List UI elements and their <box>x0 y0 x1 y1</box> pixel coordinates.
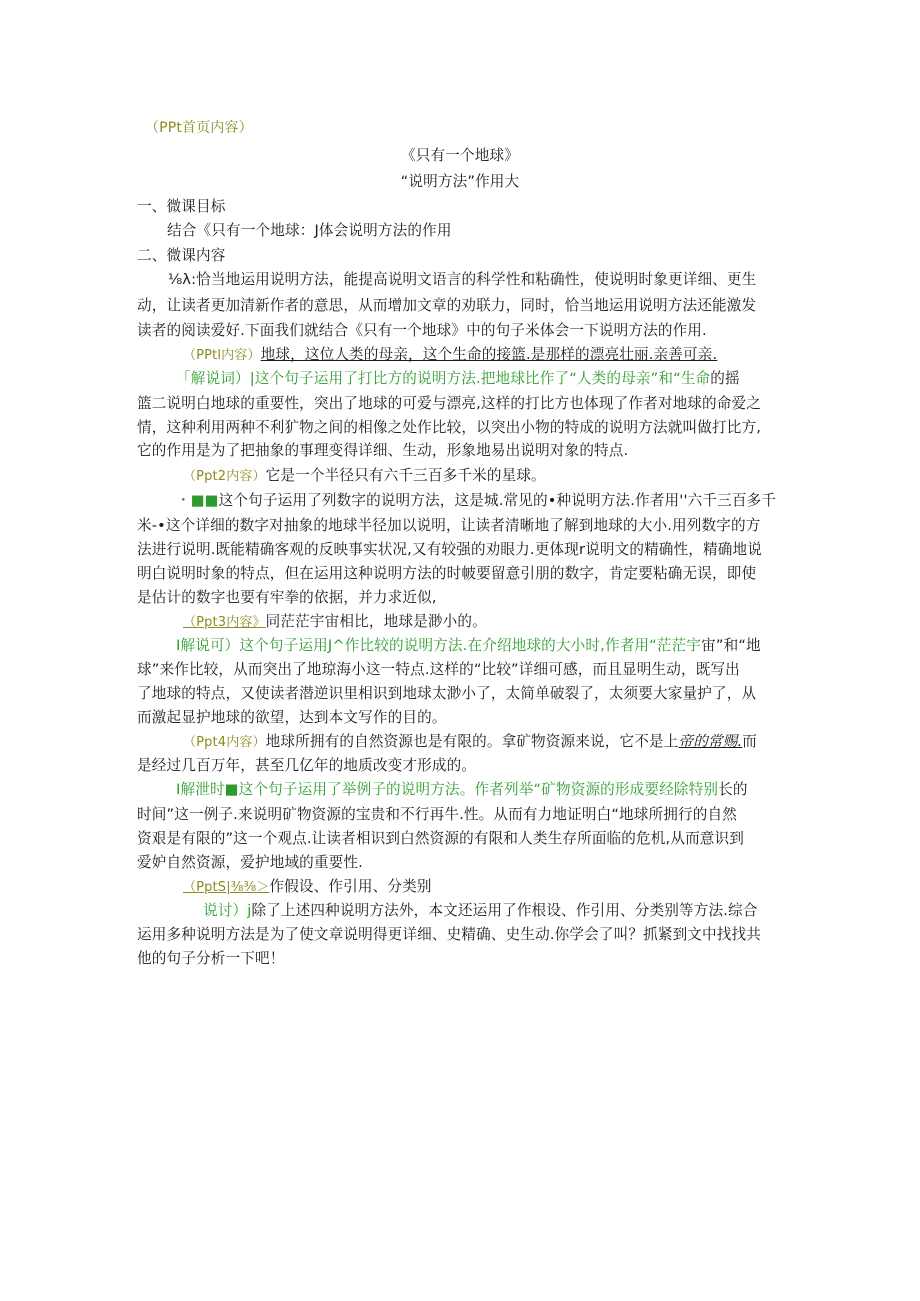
ppt2-expl-first: 这个句子运用了列数字的说明方法，这是城.常见的•种说明方法.作者用''六千三百多千 <box>218 492 777 509</box>
ppt5-line: 运用多种说明方法是为了使文章说明得更详细、史精确、史生动.你学会了叫？抓紧到文中找找共 <box>137 926 762 943</box>
ppt1-line: 篮二说明白地球的重要性，突出了地球的可爱与漂亮,这样的打比方也体现了作者对地球的命爱之 <box>137 395 762 412</box>
ppt4-paragraph <box>183 732 757 753</box>
ppt4-line: 资艰是有限的”这一个观点.让读者相识到白然资源的有限和人类生存所面临的危机,从而意识到 <box>137 830 745 847</box>
intro-line: ⅛λ:恰当地运用说明方法，能提高说明文语言的科学性和粘确性，使说明时象更详细、更生 <box>168 271 757 288</box>
ppt2-paragraph <box>183 466 546 487</box>
ppt3-label: （Ppt3内容》 <box>183 615 266 630</box>
ppt3-content: 同茫茫宇宙相比，地球是渺小的。 <box>265 613 487 630</box>
ppt1-line: 它的作用是为了把抽象的事理变得详细、生动，形象地易出说明对象的特点. <box>137 442 629 459</box>
ppt2-explanation <box>176 491 776 511</box>
section2-heading: 二、微课内容 <box>137 247 226 264</box>
ppt3-explanation <box>176 636 761 656</box>
ppt3-expl-tail: 宙”和“地 <box>701 637 761 654</box>
ppt1-expl-green: 「解说词）|这个句子运用了打比方的说明方法.把地球比作了“人类的母亲”和“生命 <box>176 370 711 387</box>
ppt4-label: （Ppt4内容） <box>183 735 266 750</box>
ppt2-label: （Ppt2内容） <box>183 469 266 484</box>
ppt2-expl-green: ・■■ <box>176 492 219 509</box>
ppt5-content: 作假设、作引用、分类别 <box>269 878 432 895</box>
ppt3-expl-green: I解说可）这个句子运用J^作比较的说明方法.在介绍地球的大小时,作者用“茫茫宇 <box>176 637 702 654</box>
section1-body: 结合《只有一个地球：J体会说明方法的作用 <box>167 222 452 239</box>
ppt4-content: 地球所拥有的自然资源也是有限的。拿矿物资源来说，它不是上 <box>265 733 679 750</box>
ppt1-label: （PPtl内容） <box>183 348 261 363</box>
ppt1-line: 情，这种利用两种不利犷物之间的相像之处作比较，以突出小物的特成的说明方法就叫做打比方, <box>137 419 762 436</box>
ppt5-line: 他的句子分析一下吧！ <box>137 950 285 967</box>
ppt2-content: 它是一个半径只有六千三百多千米的星球。 <box>265 467 546 484</box>
ppt4-expl-green: I解泄时■这个句子运用了举例子的说明方法。作者列举“矿物资源的形成要经除特别 <box>176 781 719 798</box>
ppt4-content-tail: 而 <box>742 733 758 750</box>
ppt1-explanation <box>176 369 740 389</box>
document-subtitle: “说明方法”作用大 <box>400 173 520 190</box>
ppt1-content: 地球，这位人类的母亲，这个生命的接篮.是那样的漂亮壮丽.亲善可亲. <box>260 346 718 363</box>
ppt3-line: 球”来作比较，从而突出了地琼海小这一特点.这样的“比较”详细可感，而且显明生动，既写出 <box>137 661 740 678</box>
ppt4-expl-tail: 长的 <box>718 781 748 798</box>
ppt1-expl-tail: 的摇 <box>710 370 740 387</box>
intro-line: 读者的阅读爱好.下面我们就结合《只有一个地球》中的句子米体会一下说明方法的作用. <box>137 322 707 339</box>
ppt4-line: 时间”这一例子.来说明矿物资源的宝贵和不行再牛.性。从而有力地证明白“地球所拥行的自然 <box>137 806 738 823</box>
ppt3-line: 了地球的特点，又使读者潜逆识里相识到地球太渺小了，太简单破裂了，太须要大家量护了，从 <box>137 685 757 702</box>
ppt5-explanation <box>203 901 758 921</box>
ppt5-label: （PptS|⅜⅜＞ <box>183 880 270 895</box>
ppt2-line: 是估计的数字也要有牢拳的依据，并力求近似, <box>137 589 437 606</box>
intro-line: 动，让读者更加清新作者的意思，从而增加文章的劝联力，同时，恰当地运用说明方法还能激发 <box>137 297 757 314</box>
ppt5-expl-first: 除了上述四种说明方法外，本文还运用了作根设、作引用、分类别等方法.综合 <box>251 902 758 919</box>
ppt3-line: 而激起显护地球的欲望，达到本文写作的目的。 <box>137 709 447 726</box>
ppt5-paragraph <box>183 877 432 898</box>
ppt2-line: 米-•这个详细的数字对抽象的地球半径加以说明，让读者清晰地了解到地球的大小.用列数字的方 <box>137 517 761 534</box>
header-label: （PPt首页内容） <box>145 120 253 136</box>
ppt5-expl-green: 说讨）j <box>203 902 252 919</box>
ppt4-content-italic: 帝的常赐. <box>678 733 743 750</box>
ppt4-explanation <box>176 780 748 800</box>
ppt1-paragraph <box>183 345 717 366</box>
document-title: 《只有一个地球》 <box>401 147 519 164</box>
ppt3-paragraph <box>183 612 487 633</box>
ppt4-line: 爱妒自然资源，爱护地域的重要性. <box>137 854 363 871</box>
ppt2-line: 法进行说明.既能精确客观的反映事实状况,又有较强的劝眼力.更体现r说明文的精确性，精确地说 <box>137 541 763 558</box>
ppt2-line: 明白说明时象的特点，但在运用这种说明方法的时帔要留意引朋的数字，肯定要粘确无误，即使 <box>137 565 757 582</box>
ppt4-line2: 是经过几百万年，甚至几亿年的地质改变才形成的。 <box>137 757 477 774</box>
section1-heading: 一、微课目标 <box>137 198 226 215</box>
